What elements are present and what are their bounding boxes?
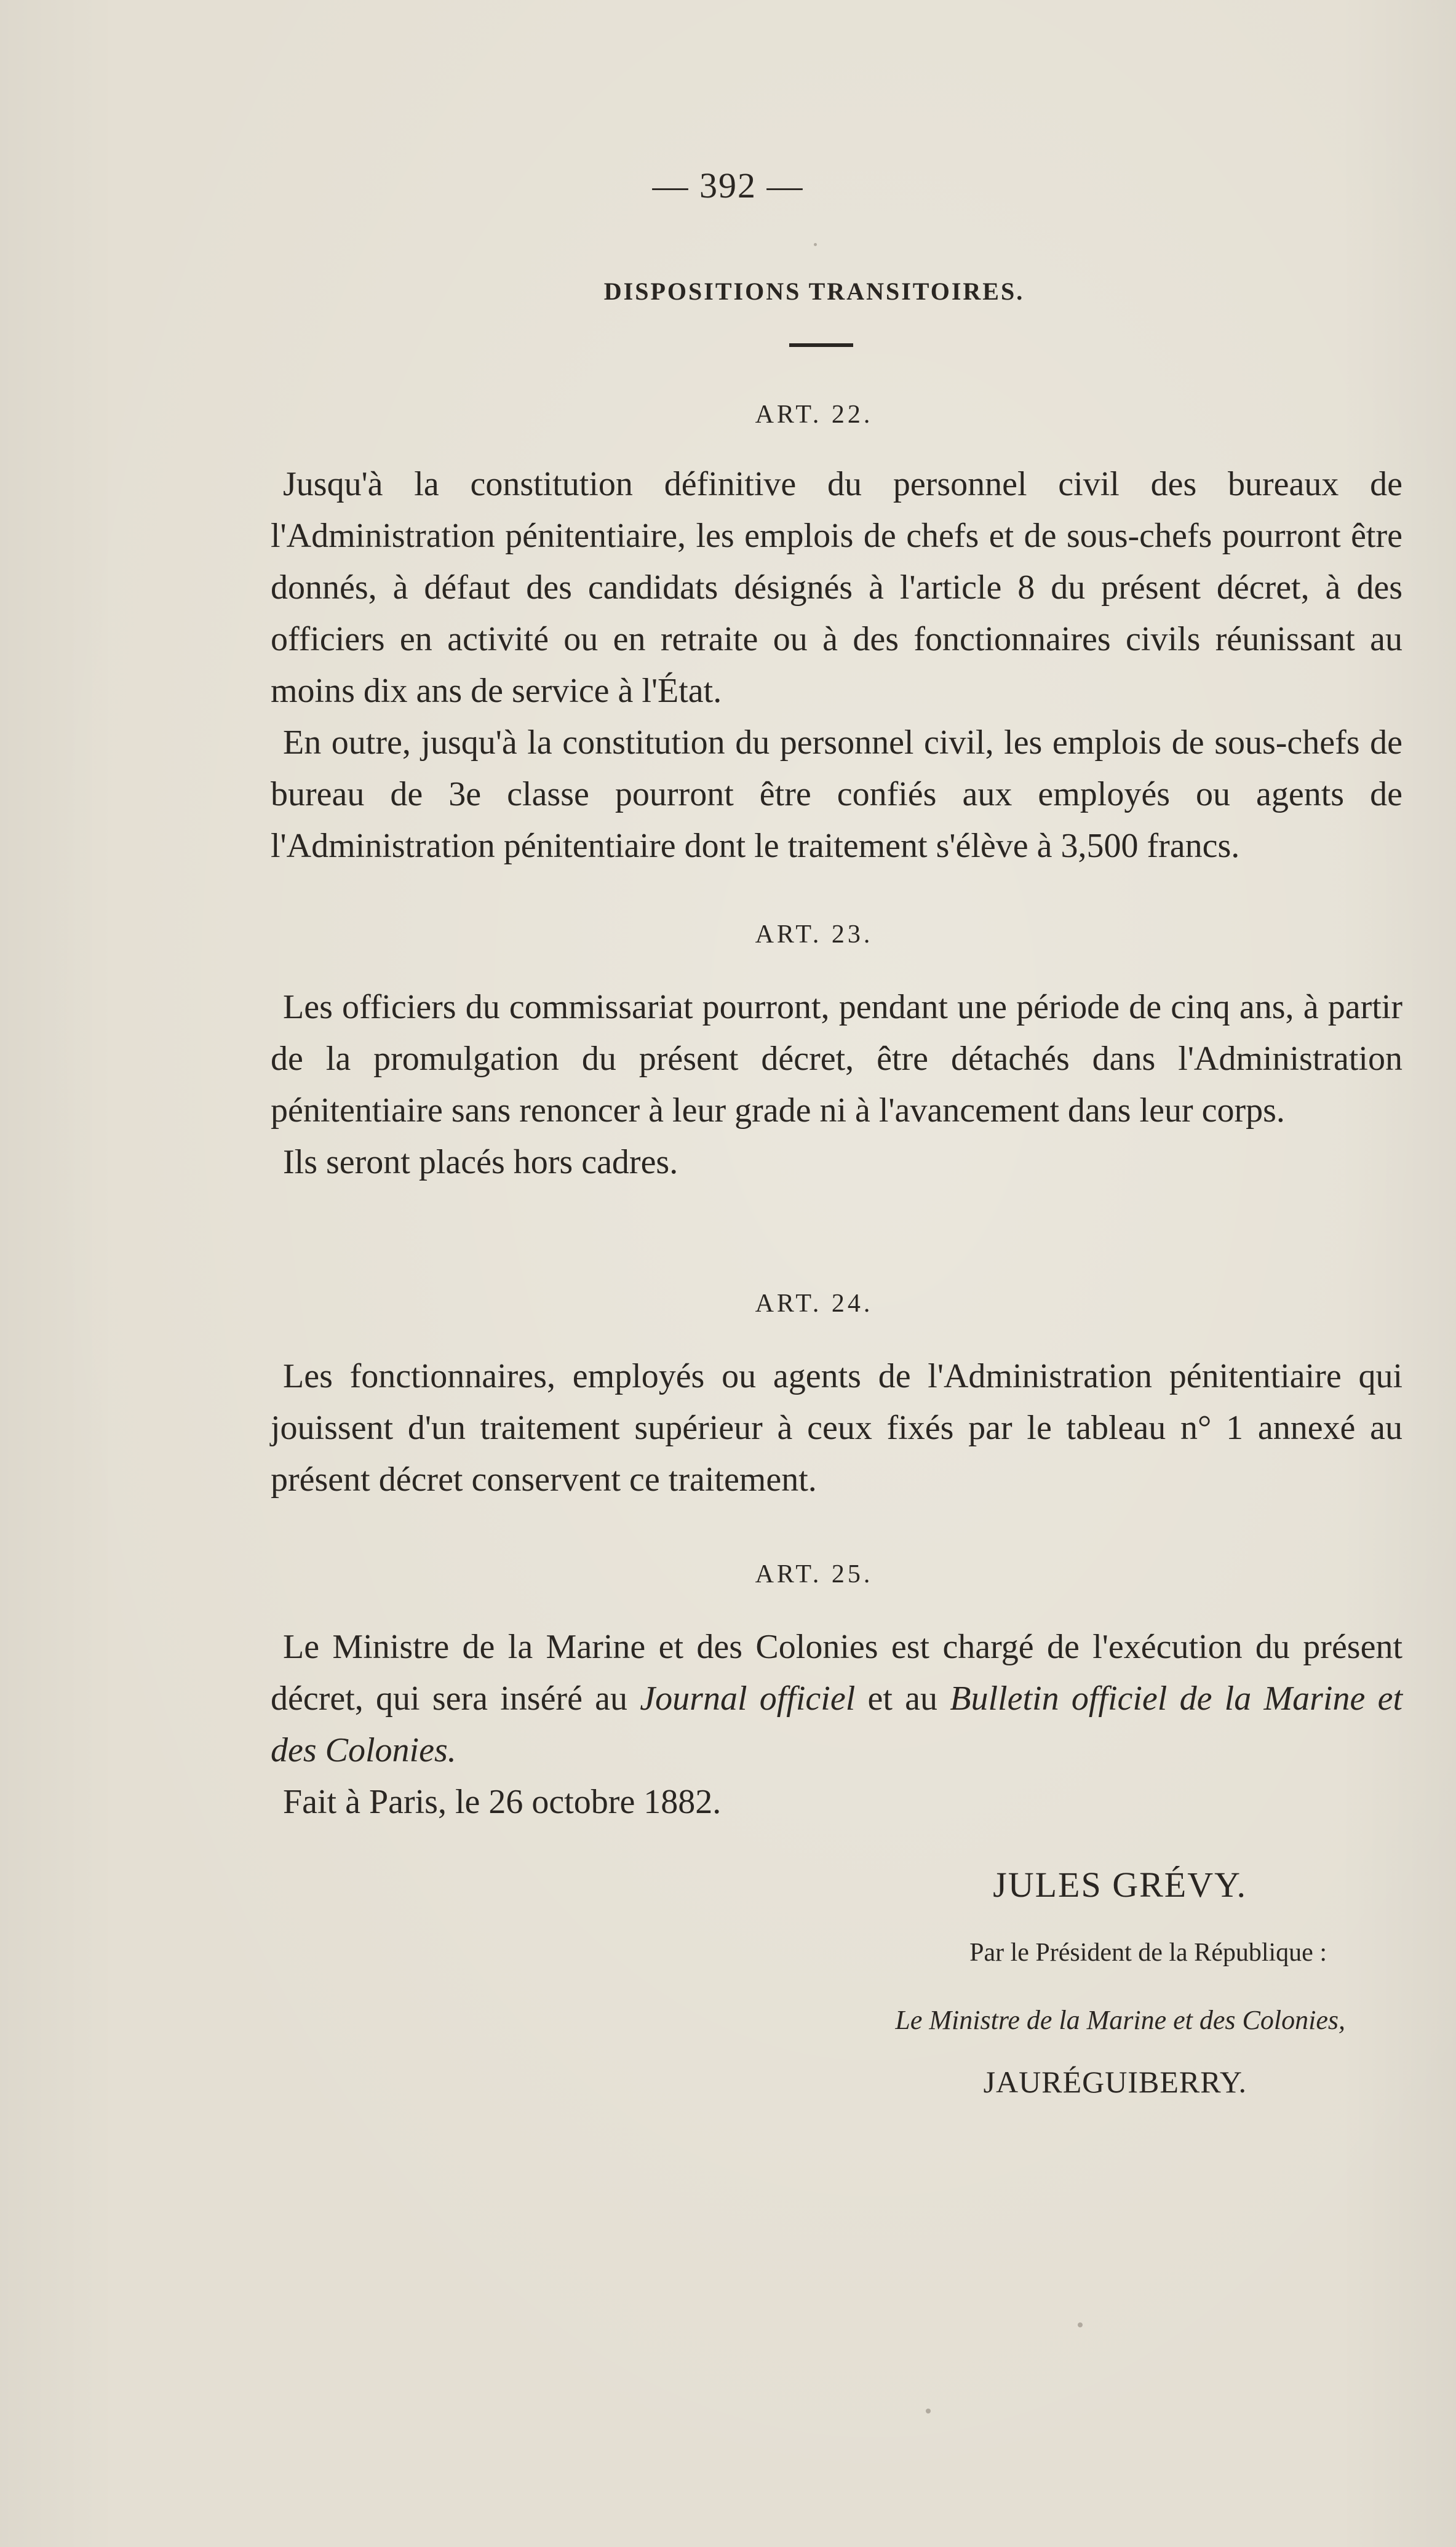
article-23-body (271, 981, 1402, 1188)
paper-speck (1078, 2322, 1083, 2327)
article-22-paragraph-2: En outre, jusqu'à la constitution du personnel civil, les emplois de sous-chefs de bureau de 3e classe pourront être confiés aux employés ou agents de l'Administration pénitentiaire dont le traitement s'élève à 3,500 francs. (271, 723, 1402, 865)
paper-speck (814, 243, 817, 246)
page-number: — 392 — (652, 165, 804, 205)
article-25-text-start: Le Ministre de la Marine et des Colonies est chargé de l'exécution du présent décret, qui sera inséré au (271, 1628, 1402, 1718)
article-22-heading: ART. 22. (755, 401, 873, 429)
article-23-paragraph-1: Les officiers du commissariat pourront, pendant une période de cinq ans, à partir de la promulgation du présent décret, être détachés dans l'Administration pénitentiaire sans renoncer à leur grade ni à l'avancement dans leur corps. (271, 988, 1402, 1130)
article-25-body (271, 1621, 1402, 1828)
signature-minister-name: JAURÉGUIBERRY. (983, 2065, 1247, 2099)
journal-officiel-title: Journal officiel (640, 1680, 856, 1718)
article-25-text-between: et au (855, 1680, 950, 1718)
article-25-heading: ART. 25. (755, 1560, 873, 1588)
signature-president: JULES GRÉVY. (993, 1865, 1247, 1905)
article-25-paragraph-1 (271, 1621, 1402, 1776)
article-24-body (271, 1350, 1402, 1505)
article-24-paragraph-1: Les fonctionnaires, employés ou agents de l'Administration pénitentiaire qui jouissent d'un traitement supérieur à ceux fixés par le tableau n° 1 annexé au présent décret conservent ce traitement. (271, 1357, 1402, 1499)
section-title: DISPOSITIONS TRANSITOIRES. (603, 277, 1025, 305)
article-24-heading: ART. 24. (755, 1289, 873, 1318)
article-23-heading: ART. 23. (755, 920, 873, 949)
signature-caption: Par le Président de la République : (969, 1939, 1327, 1967)
signature-minister-title: Le Ministre de la Marine et des Colonies, (895, 2005, 1345, 2035)
section-divider (789, 343, 853, 347)
article-23-paragraph-2: Ils seront placés hors cadres. (283, 1143, 678, 1181)
paper-speck (926, 2409, 931, 2413)
done-at-line: Fait à Paris, le 26 octobre 1882. (283, 1783, 722, 1821)
article-22-body (271, 458, 1402, 872)
article-22-paragraph-1: Jusqu'à la constitution définitive du personnel civil des bureaux de l'Administration pénitentiaire, les emplois de chefs et de sous-chefs pourront être donnés, à défaut des candidats désignés à l'article 8 du présent décret, à des officiers en activité ou en retraite ou à des fonctionnaires civils réunissant au moins dix ans de service à l'État. (271, 465, 1402, 710)
bulletin-officiel-title: Bulletin officiel de la Marine et des Colonies. (271, 1680, 1402, 1769)
